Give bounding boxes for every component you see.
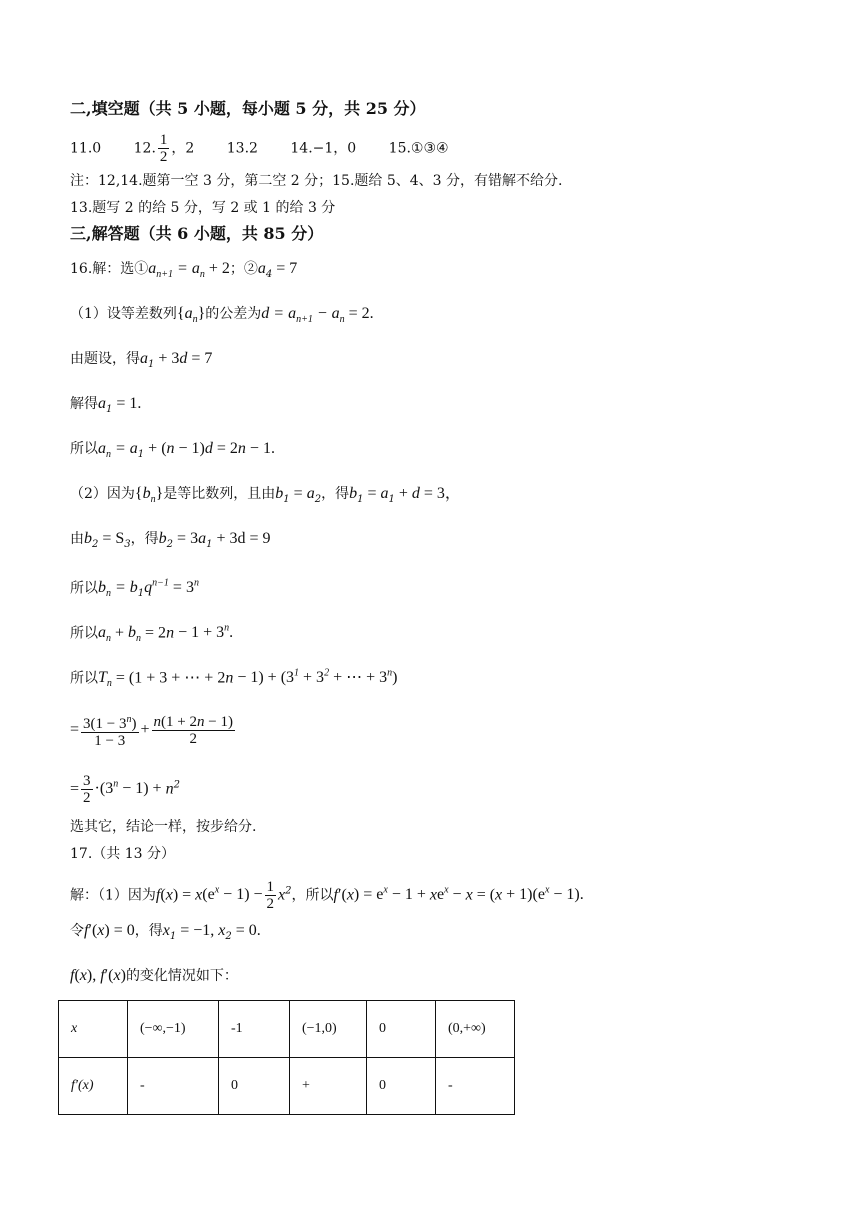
variation-table <box>58 1000 515 1115</box>
q16-an-plus-bn: 所以$a_n + b_n = 2n - 1 + 3^n$. <box>70 623 234 645</box>
answer-12-prefix: 12. <box>133 140 156 157</box>
table-row <box>59 1058 515 1115</box>
q16-tn-step1: = $\frac{3(1 - 3^n)}{1 - 3}$ + $\frac{n(1 + 2n - 1)}{2}$ <box>70 713 233 749</box>
q16-tn: 所以$T_n = (1 + 3$ + ⋯ + $2n - 1) + (3^1 + 3^2$ + ⋯ + $3^n$) <box>70 668 398 690</box>
q17-critical-points: 令f′(x) = 0，得$x_1 = -1$, $x_2 = 0$. <box>70 922 261 942</box>
scoring-note-1: 注：12,14.题第一空 3 分，第二空 2 分；15.题给 5、4、3 分，有错解不给分. <box>70 173 563 189</box>
answer-13: 13.2 <box>226 140 258 157</box>
q16-other-choice-note: 选其它，结论一样，按步给分. <box>70 819 257 835</box>
q16-given: 由题设，得$a_1 + 3d = 7$ <box>70 350 213 370</box>
table-cell: -1 <box>219 1001 290 1058</box>
table-cell: x <box>59 1001 128 1058</box>
table-cell: f′(x) <box>59 1058 128 1115</box>
table-cell: (−∞,−1) <box>128 1001 219 1058</box>
table-cell: + <box>290 1058 367 1115</box>
answer-14: 14.−1，0 <box>290 140 357 157</box>
table-cell: (0,+∞) <box>436 1001 515 1058</box>
table-cell: - <box>128 1058 219 1115</box>
section-2-title: 二,填空题（共 5 小题，每小题 5 分，共 25 分） <box>70 99 426 118</box>
section-3-title: 三,解答题（共 6 小题，共 85 分） <box>70 224 324 243</box>
q16-b2: 由$b_2 = S_3$，得$b_2 = 3a_1 + 3d = 9$ <box>70 530 271 550</box>
q17-header: 17.（共 13 分） <box>70 846 175 862</box>
q16-part2-line1: （2）因为$\{b_n\}$是等比数列，且由$b_1 = a_2$，得$b_1 = a_1 + d = 3$， <box>70 485 461 506</box>
q16-bn: 所以$b_n = b_1q^{n-1} = 3^n$ <box>70 578 199 600</box>
q16-tn-step2: = $\frac{3}{2}$ $\cdot(3^n - 1) + n^2$ <box>70 772 180 806</box>
scoring-note-2: 13.题写 2 的给 5 分，写 2 或 1 的给 3 分 <box>70 200 336 216</box>
q16-intro: 16.解：选$①a_{n+1} = a_n + 2$；$②a_4 = 7$ <box>70 260 298 281</box>
table-cell: (−1,0) <box>290 1001 367 1058</box>
answer-12-rest: ，2 <box>171 140 195 157</box>
answers-row <box>70 132 449 165</box>
q16-solve: 解得$a_1 = 1$. <box>70 395 142 415</box>
q16-part1-line1: （1）设等差数列$\{a_n\}$的公差为$d = a_{n+1} - a_n = 2$. <box>70 305 374 326</box>
answer-15: 15.①③④ <box>388 140 449 157</box>
q17-derivative: 解：（1）因为$f(x) = x(e^x - 1)$ − $\frac{1}{2}$ $x^2$，所以$f'(x) = e^x - 1 + xe^x - x = (x + 1)(e^x - 1)$. <box>70 878 584 912</box>
table-cell: 0 <box>367 1058 436 1115</box>
table-cell: - <box>436 1058 515 1115</box>
answer-12-fraction: $\frac{1}{2}$ <box>159 132 168 165</box>
table-cell: 0 <box>367 1001 436 1058</box>
q17-table-caption: f(x), f′(x)的变化情况如下： <box>70 967 238 984</box>
q16-an: 所以$a_n = a_1 + (n - 1)d = 2n - 1$. <box>70 440 275 461</box>
table-row <box>59 1001 515 1058</box>
table-cell: 0 <box>219 1058 290 1115</box>
answer-11: 11.0 <box>70 140 102 157</box>
